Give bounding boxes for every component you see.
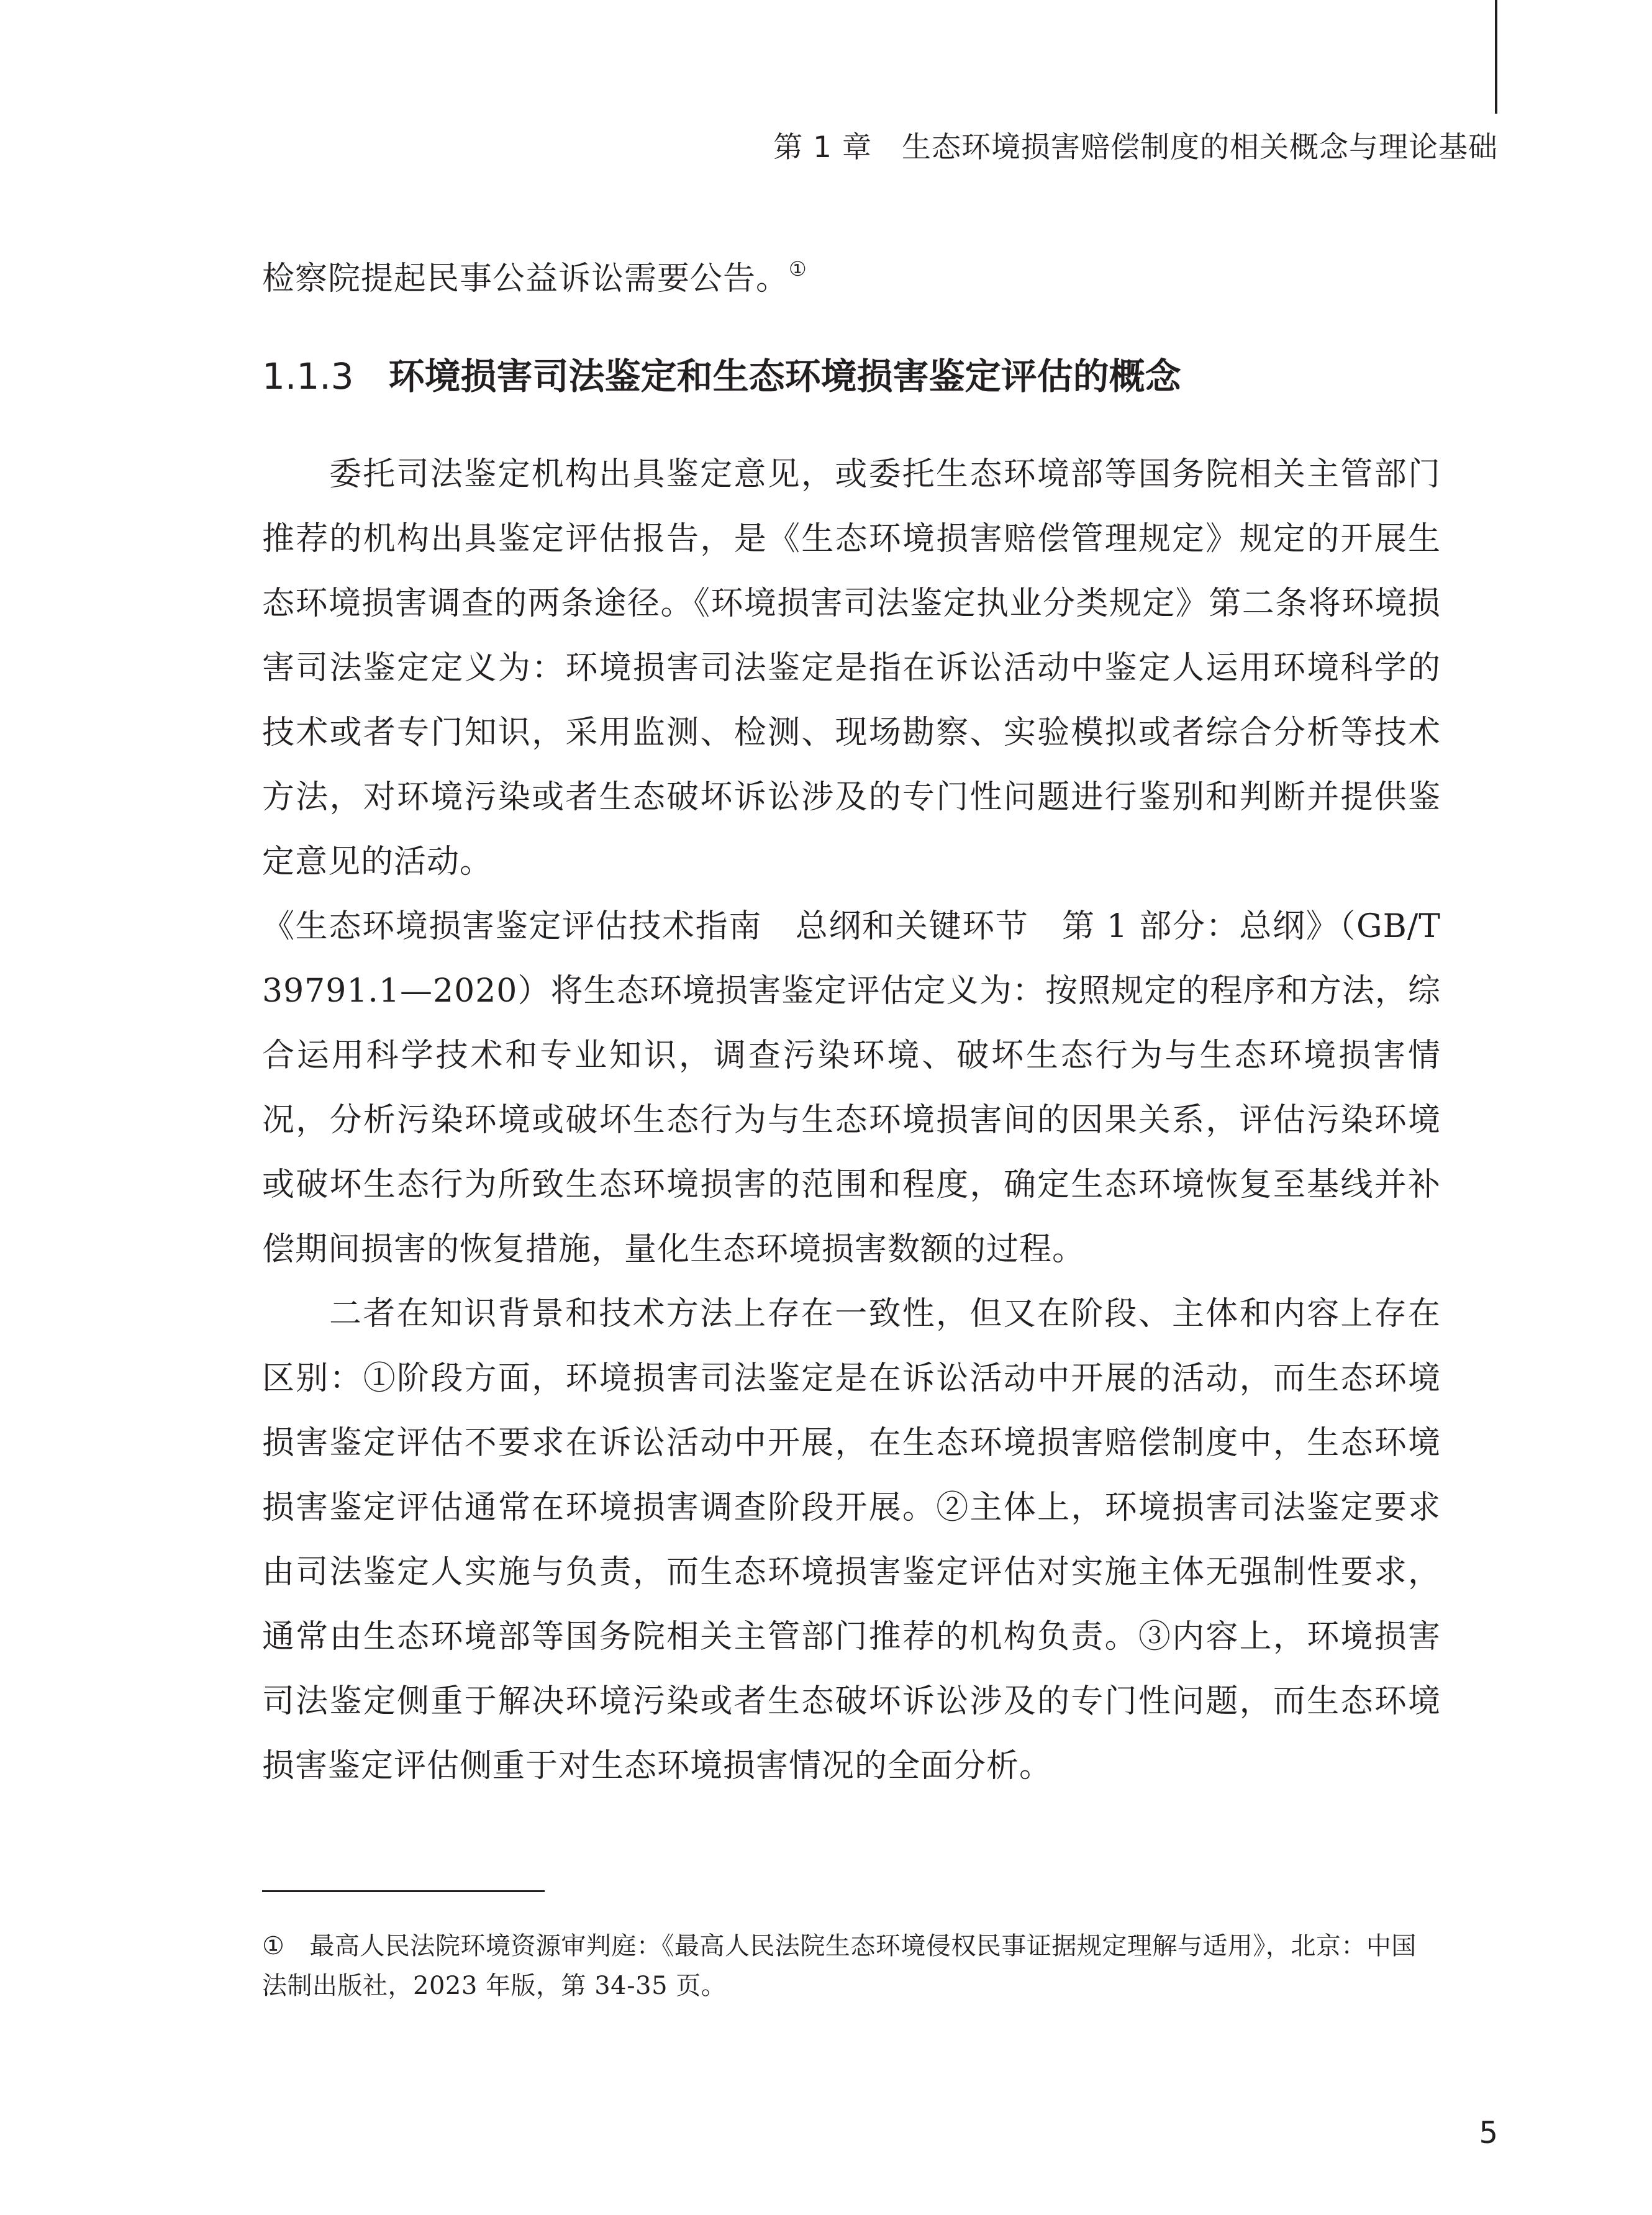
footnote-mark: ① <box>262 1932 285 1960</box>
footnote-text: 最高人民法院环境资源审判庭：《最高人民法院生态环境侵权民事证据规定理解与适用》，北京：中国法制出版社，2023 年版，第 34-35 页。 <box>262 1932 1417 2000</box>
running-head-chapter: 第 1 章 <box>773 130 872 165</box>
running-head <box>773 129 1498 166</box>
footnote <box>262 1926 1441 2006</box>
footnote-reference[interactable]: ① <box>789 257 807 281</box>
running-head-title: 生态环境损害赔偿制度的相关概念与理论基础 <box>902 130 1498 165</box>
continuation-text: 检察院提起民事公益诉讼需要公告。 <box>262 260 789 297</box>
body-paragraphs <box>262 442 1441 1798</box>
paragraph-definitions-judicial: 委托司法鉴定机构出具鉴定意见，或委托生态环境部等国务院相关主管部门推荐的机构出具鉴定评估报告，是《生态环境损害赔偿管理规定》规定的开展生态环境损害调查的两条途径。《环境损害司法鉴定执业分类规定》第二条将环境损害司法鉴定定义为：环境损害司法鉴定是指在诉讼活动中鉴定人运用环境科学的技术或者专门知识，采用监测、检测、现场勘察、实验模拟或者综合分析等技术方法，对环境污染或者生态破坏诉讼涉及的专门性问题进行鉴别和判断并提供鉴定意见的活动。 <box>262 456 1441 881</box>
paragraph-comparison: 二者在知识背景和技术方法上存在一致性，但又在阶段、主体和内容上存在区别：①阶段方面，环境损害司法鉴定是在诉讼活动中开展的活动，而生态环境损害鉴定评估不要求在诉讼活动中开展，在生态环境损害赔偿制度中，生态环境损害鉴定评估通常在环境损害调查阶段开展。②主体上，环境损害司法鉴定要求由司法鉴定人实施与负责，而生态环境损害鉴定评估对实施主体无强制性要求，通常由生态环境部等国务院相关主管部门推荐的机构负责。③内容上，环境损害司法鉴定侧重于解决环境污染或者生态破坏诉讼涉及的专门性问题，而生态环境损害鉴定评估侧重于对生态环境损害情况的全面分析。 <box>262 1295 1441 1785</box>
page-number: 5 <box>1479 2116 1498 2150</box>
footnote-divider <box>262 1890 545 1892</box>
section-number: 1.1.3 <box>262 355 354 397</box>
page-edge-rule <box>1495 0 1497 114</box>
section-title: 环境损害司法鉴定和生态环境损害鉴定评估的概念 <box>388 355 1181 397</box>
continuation-line <box>262 256 1441 302</box>
section-heading <box>262 353 1181 400</box>
paragraph-definitions-assessment: 《生态环境损害鉴定评估技术指南 总纲和关键环节 第 1 部分：总纲》（GB/T 39791.1—2020）将生态环境损害鉴定评估定义为：按照规定的程序和方法，综合运用科学技术和专业知识，调查污染环境、破坏生态行为与生态环境损害情况，分析污染环境或破坏生态行为与生态环境损害间的因果关系，评估污染环境或破坏生态行为所致生态环境损害的范围和程度，确定生态环境恢复至基线并补偿期间损害的恢复措施，量化生态环境损害数额的过程。 <box>262 908 1441 1268</box>
